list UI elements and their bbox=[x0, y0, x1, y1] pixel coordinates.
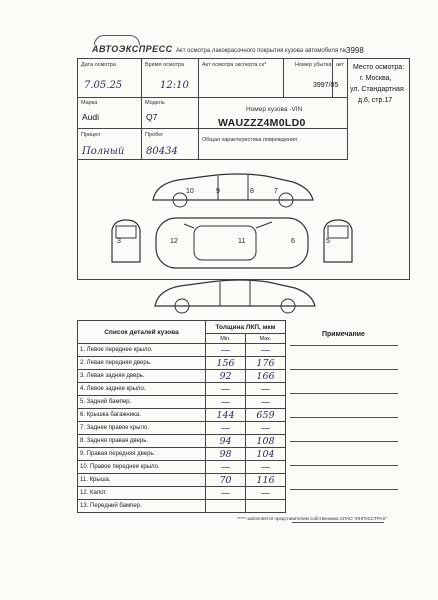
expert-label: Акт осмотра эксперта ск* bbox=[202, 62, 267, 68]
document-title: Акт осмотра лакокрасочного покрытия кузова автомобиля № bbox=[176, 48, 347, 54]
parts-table bbox=[77, 320, 286, 513]
mileage-value: 80434 bbox=[146, 146, 178, 157]
thickness-value: — bbox=[206, 461, 246, 474]
date-label: Дата осмотра bbox=[81, 62, 116, 68]
act-label: акт bbox=[336, 62, 345, 68]
thickness-value bbox=[206, 500, 246, 513]
vin-label: Номер кузова -VIN bbox=[246, 106, 303, 113]
table-row bbox=[78, 435, 286, 448]
part-name: 4. Левое заднее крыло. bbox=[78, 383, 206, 396]
brand-label: Марка bbox=[81, 100, 98, 106]
vin-value: WAUZZZ4M0LD0 bbox=[218, 117, 306, 129]
part-name: 11. Крыша. bbox=[78, 474, 206, 487]
table-row bbox=[78, 357, 286, 370]
part-name: 1. Левое переднее крыло. bbox=[78, 344, 206, 357]
notes-line bbox=[290, 369, 398, 370]
thickness-value: 144 bbox=[206, 409, 246, 422]
thickness-value: 116 bbox=[246, 474, 286, 487]
parts-column-header: Список деталей кузова bbox=[78, 321, 206, 344]
part-name: 5. Задний бампер. bbox=[78, 396, 206, 409]
thickness-value: — bbox=[206, 487, 246, 500]
zone-number: 8 bbox=[250, 188, 254, 195]
part-name: 10. Правое переднее крыло. bbox=[78, 461, 206, 474]
payer-label: Номер убытка bbox=[295, 62, 332, 68]
notes-line bbox=[290, 417, 398, 418]
thickness-value: — bbox=[246, 344, 286, 357]
thickness-value: 108 bbox=[246, 435, 286, 448]
thickness-value: 92 bbox=[206, 370, 246, 383]
car-rear-outline bbox=[318, 216, 358, 268]
place-line-1: г. Москва, bbox=[360, 75, 392, 82]
table-row bbox=[78, 396, 286, 409]
footer-note: *****-заполняется представителем собственника СПАО "ИНГОССТРАХ" bbox=[237, 516, 388, 521]
thickness-value: 659 bbox=[246, 409, 286, 422]
thickness-value: 70 bbox=[206, 474, 246, 487]
thickness-value: 104 bbox=[246, 448, 286, 461]
model-value: Q7 bbox=[146, 112, 158, 122]
min-column-header: Min. bbox=[206, 334, 246, 344]
trailer-label: Прицеп bbox=[81, 132, 101, 138]
table-row bbox=[78, 474, 286, 487]
notes-line bbox=[290, 345, 398, 346]
zone-number: 11 bbox=[238, 238, 246, 245]
table-row bbox=[78, 422, 286, 435]
thickness-value: 94 bbox=[206, 435, 246, 448]
thickness-value bbox=[246, 500, 286, 513]
thickness-value: — bbox=[246, 461, 286, 474]
act-value: 3997/05 bbox=[313, 82, 339, 89]
notes-line bbox=[290, 465, 398, 466]
notes-line bbox=[290, 393, 398, 394]
thickness-value: 166 bbox=[246, 370, 286, 383]
part-name: 6. Крышка багажника. bbox=[78, 409, 206, 422]
damage-label: Общая характеристика повреждения bbox=[202, 137, 298, 143]
max-column-header: Max. bbox=[246, 334, 286, 344]
brand-value: Audi bbox=[82, 112, 100, 122]
part-name: 2. Левая передняя дверь. bbox=[78, 357, 206, 370]
act-number: 3998 bbox=[346, 46, 364, 55]
trailer-value: Полный bbox=[82, 146, 125, 157]
model-label: Модель bbox=[145, 100, 165, 106]
thickness-value: — bbox=[206, 422, 246, 435]
thickness-value: 98 bbox=[206, 448, 246, 461]
date-value: 7.05.25 bbox=[84, 80, 123, 91]
part-name: 7. Заднее правое крыло. bbox=[78, 422, 206, 435]
thickness-value: — bbox=[206, 396, 246, 409]
time-label: Время осмотра bbox=[145, 62, 185, 68]
zone-number: 7 bbox=[274, 188, 278, 195]
place-label: Место осмотра: bbox=[353, 64, 405, 71]
part-name: 3. Левая задняя дверь. bbox=[78, 370, 206, 383]
car-side-right-outline bbox=[148, 170, 318, 210]
place-line-3: д.6, стр.17 bbox=[358, 97, 393, 104]
thickness-value: 156 bbox=[206, 357, 246, 370]
thickness-column-header: Толщина ЛКП, мкм bbox=[206, 321, 286, 334]
thickness-value: — bbox=[206, 383, 246, 396]
table-row bbox=[78, 461, 286, 474]
table-row bbox=[78, 344, 286, 357]
table-row bbox=[78, 487, 286, 500]
zone-number: 5 bbox=[326, 238, 330, 245]
zone-number: 3 bbox=[117, 238, 121, 245]
table-row bbox=[78, 448, 286, 461]
thickness-value: — bbox=[246, 396, 286, 409]
place-line-2: ул. Стандартная bbox=[350, 86, 404, 93]
part-name: 13. Передний бампер. bbox=[78, 500, 206, 513]
damage-cell bbox=[198, 128, 348, 160]
time-value: 12:10 bbox=[160, 80, 189, 91]
zone-number: 9 bbox=[216, 188, 220, 195]
part-name: 9. Правая передняя дверь. bbox=[78, 448, 206, 461]
zone-number: 6 bbox=[291, 238, 295, 245]
table-row bbox=[78, 370, 286, 383]
notes-line bbox=[290, 441, 398, 442]
company-logo: АВТОЭКСПРЕСС bbox=[92, 44, 173, 54]
notes-line bbox=[290, 489, 398, 490]
thickness-value: — bbox=[246, 383, 286, 396]
table-row bbox=[78, 383, 286, 396]
thickness-value: 176 bbox=[246, 357, 286, 370]
signature-line bbox=[292, 522, 384, 523]
thickness-value: — bbox=[246, 422, 286, 435]
mileage-label: Пробег bbox=[145, 132, 164, 138]
table-row bbox=[78, 500, 286, 513]
table-row bbox=[78, 409, 286, 422]
car-front-outline bbox=[106, 216, 146, 268]
part-name: 8. Задняя правая дверь. bbox=[78, 435, 206, 448]
notes-header: Примечание bbox=[322, 331, 365, 338]
zone-number: 10 bbox=[186, 188, 194, 195]
part-name: 12. Капот. bbox=[78, 487, 206, 500]
car-side-left-outline bbox=[150, 276, 320, 316]
thickness-value: — bbox=[206, 344, 246, 357]
thickness-value: — bbox=[246, 487, 286, 500]
zone-number: 12 bbox=[170, 238, 178, 245]
